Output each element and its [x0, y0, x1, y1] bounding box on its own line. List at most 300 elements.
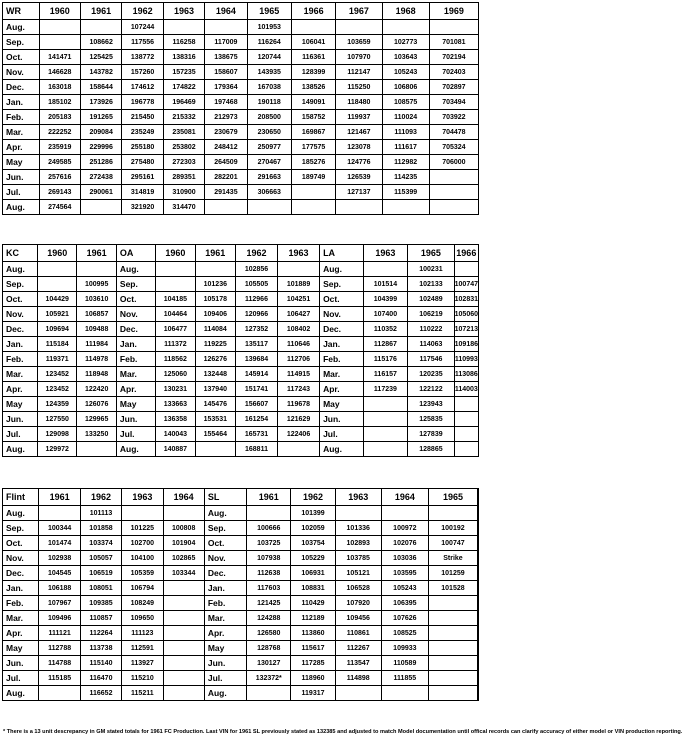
- month-label: Feb.: [3, 596, 39, 611]
- production-cell: 124288: [247, 611, 291, 626]
- production-cell: [428, 596, 477, 611]
- production-cell: 109385: [80, 596, 121, 611]
- production-cell: 158644: [80, 80, 121, 95]
- month-label: Jan.: [320, 337, 364, 352]
- production-cell: 112591: [122, 641, 163, 656]
- year-header: 1964: [381, 489, 428, 506]
- month-label: Aug.: [3, 442, 38, 457]
- month-label: Aug.: [3, 506, 39, 521]
- production-cell: [454, 412, 478, 427]
- month-label: Feb.: [116, 352, 155, 367]
- production-cell: [163, 656, 204, 671]
- month-label: Aug.: [320, 442, 364, 457]
- production-cell: [454, 427, 478, 442]
- production-cell: 248412: [205, 140, 247, 155]
- production-cell: 112982: [382, 155, 429, 170]
- production-cell: 177575: [291, 140, 335, 155]
- year-header: 1960: [37, 245, 76, 262]
- production-cell: 123943: [408, 397, 454, 412]
- production-cell: [336, 200, 382, 215]
- production-cell: 113086: [454, 367, 478, 382]
- production-cell: 136358: [156, 412, 195, 427]
- production-cell: [454, 442, 478, 457]
- production-cell: 107626: [381, 611, 428, 626]
- production-cell: [247, 200, 291, 215]
- production-cell: 235249: [122, 125, 163, 140]
- year-header: 1962: [80, 489, 121, 506]
- plant-label-kc: KC: [3, 245, 38, 262]
- month-label: Sep.: [3, 521, 39, 536]
- production-cell: 143782: [80, 65, 121, 80]
- production-cell: 107938: [247, 551, 291, 566]
- production-cell: 107970: [336, 50, 382, 65]
- production-cell: 102856: [235, 262, 277, 277]
- production-cell: 702897: [429, 80, 478, 95]
- production-cell: 174822: [163, 80, 204, 95]
- table-row: [3, 277, 479, 292]
- production-cell: 102059: [291, 521, 335, 536]
- month-label: Aug.: [320, 262, 364, 277]
- header-row: [3, 489, 479, 506]
- production-cell: 105060: [454, 307, 478, 322]
- month-label: Aug.: [3, 200, 40, 215]
- production-cell: 111617: [382, 140, 429, 155]
- production-cell: 706000: [429, 155, 478, 170]
- production-cell: 291435: [205, 185, 247, 200]
- production-cell: 118480: [336, 95, 382, 110]
- production-cell: 100747: [454, 277, 478, 292]
- production-cell: [429, 185, 478, 200]
- month-label: Mar.: [116, 367, 155, 382]
- production-cell: 127839: [408, 427, 454, 442]
- empty-cell: [478, 626, 479, 641]
- production-cell: 109496: [39, 611, 80, 626]
- production-cell: 115211: [122, 686, 163, 701]
- production-cell: 109488: [77, 322, 116, 337]
- production-cell: 212973: [205, 110, 247, 125]
- production-cell: 109650: [122, 611, 163, 626]
- year-header: 1961: [195, 245, 235, 262]
- production-cell: [428, 671, 477, 686]
- month-label: Jul.: [320, 427, 364, 442]
- table-row: [3, 551, 479, 566]
- table-row: [3, 536, 479, 551]
- production-cell: 101858: [80, 521, 121, 536]
- production-cell: 314819: [122, 185, 163, 200]
- production-cell: 103754: [291, 536, 335, 551]
- production-cell: 133250: [77, 427, 116, 442]
- month-label: Jan.: [3, 581, 39, 596]
- production-cell: 126580: [247, 626, 291, 641]
- production-cell: 118960: [291, 671, 335, 686]
- production-cell: 158752: [291, 110, 335, 125]
- production-cell: 158607: [205, 65, 247, 80]
- production-cell: 121425: [247, 596, 291, 611]
- month-label: Aug.: [116, 442, 155, 457]
- production-cell: 196778: [122, 95, 163, 110]
- production-cell: 173926: [80, 95, 121, 110]
- table-row: [3, 656, 479, 671]
- production-cell: 116361: [291, 50, 335, 65]
- production-cell: [363, 442, 408, 457]
- production-cell: 113927: [122, 656, 163, 671]
- production-cell: 101259: [428, 566, 477, 581]
- production-cell: 100192: [428, 521, 477, 536]
- production-cell: 106806: [382, 80, 429, 95]
- month-label: Dec.: [204, 566, 246, 581]
- production-cell: 222252: [39, 125, 80, 140]
- production-cell: 102076: [381, 536, 428, 551]
- production-cell: 269143: [39, 185, 80, 200]
- production-cell: 146628: [39, 65, 80, 80]
- wr-production-table: [2, 2, 479, 215]
- month-label: Mar.: [204, 611, 246, 626]
- plant-label-oa: OA: [116, 245, 155, 262]
- month-label: Jun.: [116, 412, 155, 427]
- production-cell: 179364: [205, 80, 247, 95]
- production-cell: 116652: [80, 686, 121, 701]
- production-cell: 130127: [247, 656, 291, 671]
- production-cell: 100995: [77, 277, 116, 292]
- production-cell: 104185: [156, 292, 195, 307]
- production-cell: [428, 611, 477, 626]
- production-cell: [205, 20, 247, 35]
- plant-label-flint: Flint: [3, 489, 39, 506]
- production-cell: 120235: [408, 367, 454, 382]
- production-cell: 703922: [429, 110, 478, 125]
- production-cell: [335, 686, 381, 701]
- production-cell: 116157: [363, 367, 408, 382]
- month-label: Aug.: [204, 686, 246, 701]
- empty-cell: [478, 551, 479, 566]
- production-cell: 127137: [336, 185, 382, 200]
- header-row: [3, 245, 479, 262]
- production-cell: 103374: [80, 536, 121, 551]
- month-label: Jul.: [3, 671, 39, 686]
- month-label: Jun.: [3, 412, 38, 427]
- production-cell: 111093: [382, 125, 429, 140]
- month-label: Jul.: [204, 671, 246, 686]
- production-cell: 104464: [156, 307, 195, 322]
- production-cell: 109186: [454, 337, 478, 352]
- production-cell: 110646: [278, 337, 320, 352]
- production-cell: 103785: [335, 551, 381, 566]
- table-row: [3, 521, 479, 536]
- production-cell: 126539: [336, 170, 382, 185]
- month-label: Oct.: [320, 292, 364, 307]
- production-cell: 125425: [80, 50, 121, 65]
- month-label: Nov.: [3, 307, 38, 322]
- production-cell: 106427: [278, 307, 320, 322]
- production-cell: 130231: [156, 382, 195, 397]
- production-cell: 112267: [335, 641, 381, 656]
- production-cell: [77, 262, 116, 277]
- production-cell: 117239: [363, 382, 408, 397]
- production-cell: 112966: [235, 292, 277, 307]
- production-cell: 291663: [247, 170, 291, 185]
- month-label: Sep.: [3, 35, 40, 50]
- empty-cell: [478, 566, 479, 581]
- production-cell: 127352: [235, 322, 277, 337]
- production-cell: 703494: [429, 95, 478, 110]
- table-row: [3, 382, 479, 397]
- production-cell: 113860: [291, 626, 335, 641]
- production-cell: 100972: [381, 521, 428, 536]
- month-label: Apr.: [3, 382, 38, 397]
- production-cell: [382, 200, 429, 215]
- table-row: [3, 626, 479, 641]
- production-cell: [291, 200, 335, 215]
- production-cell: 123452: [37, 382, 76, 397]
- table-row: [3, 292, 479, 307]
- table-row: [3, 35, 479, 50]
- production-cell: 115176: [363, 352, 408, 367]
- production-cell: 100747: [428, 536, 477, 551]
- month-label: Aug.: [3, 20, 40, 35]
- table-row: [3, 367, 479, 382]
- month-label: Jun.: [3, 656, 39, 671]
- year-header: 1961: [247, 489, 291, 506]
- production-cell: 116470: [80, 671, 121, 686]
- production-cell: 145476: [195, 397, 235, 412]
- production-cell: 100808: [163, 521, 204, 536]
- production-cell: 103344: [163, 566, 204, 581]
- production-cell: 119678: [278, 397, 320, 412]
- production-cell: [454, 262, 478, 277]
- production-cell: 165731: [235, 427, 277, 442]
- production-cell: 255180: [122, 140, 163, 155]
- production-cell: 106395: [381, 596, 428, 611]
- production-cell: 117009: [205, 35, 247, 50]
- production-cell: 190118: [247, 95, 291, 110]
- month-label: Jul.: [3, 185, 40, 200]
- production-cell: 110589: [381, 656, 428, 671]
- production-cell: 111121: [39, 626, 80, 641]
- production-cell: 138316: [163, 50, 204, 65]
- production-cell: 185276: [291, 155, 335, 170]
- production-cell: 138526: [291, 80, 335, 95]
- table-row: [3, 686, 479, 701]
- empty-cell: [478, 536, 479, 551]
- production-cell: 104399: [363, 292, 408, 307]
- month-label: Nov.: [3, 65, 40, 80]
- table-row: [3, 110, 479, 125]
- production-cell: 101904: [163, 536, 204, 551]
- table-row: [3, 611, 479, 626]
- production-cell: 274564: [39, 200, 80, 215]
- production-cell: 115250: [336, 80, 382, 95]
- year-header: 1964: [205, 3, 247, 20]
- production-cell: 105921: [37, 307, 76, 322]
- plant-label-sl: SL: [204, 489, 246, 506]
- production-cell: 306663: [247, 185, 291, 200]
- production-cell: 132372*: [247, 671, 291, 686]
- production-cell: 105243: [382, 65, 429, 80]
- month-label: Sep.: [3, 277, 38, 292]
- production-cell: 208500: [247, 110, 291, 125]
- production-cell: 161254: [235, 412, 277, 427]
- production-cell: [429, 170, 478, 185]
- production-cell: 106528: [335, 581, 381, 596]
- production-cell: 167038: [247, 80, 291, 95]
- production-cell: 107920: [335, 596, 381, 611]
- production-cell: [37, 262, 76, 277]
- production-cell: 139684: [235, 352, 277, 367]
- year-header: 1960: [156, 245, 195, 262]
- production-cell: 118562: [156, 352, 195, 367]
- production-cell: 101528: [428, 581, 477, 596]
- production-cell: 110857: [80, 611, 121, 626]
- production-cell: 114003: [454, 382, 478, 397]
- year-header: 1963: [335, 489, 381, 506]
- month-label: Aug.: [3, 262, 38, 277]
- production-cell: 106477: [156, 322, 195, 337]
- production-cell: 117556: [122, 35, 163, 50]
- production-cell: 101953: [247, 20, 291, 35]
- empty-cell: [478, 656, 479, 671]
- production-cell: 275480: [122, 155, 163, 170]
- table-row: [3, 581, 479, 596]
- production-cell: [363, 427, 408, 442]
- year-header: 1966: [454, 245, 478, 262]
- production-cell: 125060: [156, 367, 195, 382]
- production-cell: 230650: [247, 125, 291, 140]
- month-label: Oct.: [3, 292, 38, 307]
- production-cell: 117603: [247, 581, 291, 596]
- production-cell: 119937: [336, 110, 382, 125]
- production-cell: 701081: [429, 35, 478, 50]
- production-cell: 229996: [80, 140, 121, 155]
- month-label: Jul.: [116, 427, 155, 442]
- table-row: [3, 170, 479, 185]
- production-cell: [291, 185, 335, 200]
- production-cell: 109406: [195, 307, 235, 322]
- production-cell: 110024: [382, 110, 429, 125]
- table-row: [3, 506, 479, 521]
- month-label: Nov.: [116, 307, 155, 322]
- year-header: 1968: [382, 3, 429, 20]
- flint-sl-production-table: [2, 488, 479, 701]
- production-cell: 191265: [80, 110, 121, 125]
- production-cell: [429, 200, 478, 215]
- year-header: 1962: [235, 245, 277, 262]
- table-row: [3, 307, 479, 322]
- month-label: May: [116, 397, 155, 412]
- production-cell: 704478: [429, 125, 478, 140]
- production-cell: 129098: [37, 427, 76, 442]
- table-row: [3, 262, 479, 277]
- table-row: [3, 50, 479, 65]
- production-cell: 705324: [429, 140, 478, 155]
- production-cell: 111855: [381, 671, 428, 686]
- production-cell: [195, 442, 235, 457]
- production-cell: 108575: [382, 95, 429, 110]
- production-cell: [163, 641, 204, 656]
- production-cell: 102831: [454, 292, 478, 307]
- table-row: [3, 427, 479, 442]
- month-label: Feb.: [320, 352, 364, 367]
- empty-cell: [478, 521, 479, 536]
- production-cell: 108662: [80, 35, 121, 50]
- empty-cell: [478, 611, 479, 626]
- production-cell: 257616: [39, 170, 80, 185]
- production-cell: 112147: [336, 65, 382, 80]
- month-label: Feb.: [3, 110, 40, 125]
- year-header: 1969: [429, 3, 478, 20]
- production-cell: 115185: [39, 671, 80, 686]
- empty-cell: [478, 671, 479, 686]
- production-cell: 112706: [278, 352, 320, 367]
- month-label: Mar.: [3, 611, 39, 626]
- month-label: Jun.: [3, 170, 40, 185]
- production-cell: 123452: [37, 367, 76, 382]
- production-cell: 215332: [163, 110, 204, 125]
- production-cell: [363, 262, 408, 277]
- empty-cell: [478, 581, 479, 596]
- production-cell: 114978: [77, 352, 116, 367]
- production-cell: 102865: [163, 551, 204, 566]
- production-cell: 230679: [205, 125, 247, 140]
- production-cell: 132448: [195, 367, 235, 382]
- year-header: 1963: [278, 245, 320, 262]
- production-cell: 110429: [291, 596, 335, 611]
- production-cell: 103643: [382, 50, 429, 65]
- year-header: 1963: [163, 3, 204, 20]
- table-row: [3, 125, 479, 140]
- year-header: 1965: [247, 3, 291, 20]
- month-label: May: [3, 397, 38, 412]
- month-label: Oct.: [204, 536, 246, 551]
- production-cell: 106041: [291, 35, 335, 50]
- production-cell: 295161: [122, 170, 163, 185]
- month-label: Mar.: [3, 367, 38, 382]
- production-cell: [80, 200, 121, 215]
- production-cell: [163, 506, 204, 521]
- production-cell: 145914: [235, 367, 277, 382]
- table-row: [3, 95, 479, 110]
- table-row: [3, 566, 479, 581]
- production-cell: 250977: [247, 140, 291, 155]
- production-cell: 128399: [291, 65, 335, 80]
- production-cell: [363, 397, 408, 412]
- year-header: 1962: [122, 3, 163, 20]
- production-cell: 101889: [278, 277, 320, 292]
- production-cell: 110352: [363, 322, 408, 337]
- production-cell: 119371: [37, 352, 76, 367]
- production-cell: 125835: [408, 412, 454, 427]
- production-cell: 112189: [291, 611, 335, 626]
- production-cell: 702403: [429, 65, 478, 80]
- production-cell: 104100: [122, 551, 163, 566]
- production-cell: 106188: [39, 581, 80, 596]
- production-cell: [39, 506, 80, 521]
- plant-label-wr: WR: [3, 3, 40, 20]
- production-cell: 101113: [80, 506, 121, 521]
- production-cell: 209084: [80, 125, 121, 140]
- month-label: Nov.: [320, 307, 364, 322]
- production-cell: 163018: [39, 80, 80, 95]
- production-cell: 114084: [195, 322, 235, 337]
- production-cell: 135117: [235, 337, 277, 352]
- production-cell: 105178: [195, 292, 235, 307]
- production-cell: 127550: [37, 412, 76, 427]
- kc-oa-la-production-table: [2, 244, 479, 457]
- empty-cell: [478, 596, 479, 611]
- production-cell: 102893: [335, 536, 381, 551]
- production-cell: 133663: [156, 397, 195, 412]
- production-cell: 113547: [335, 656, 381, 671]
- production-cell: 105229: [291, 551, 335, 566]
